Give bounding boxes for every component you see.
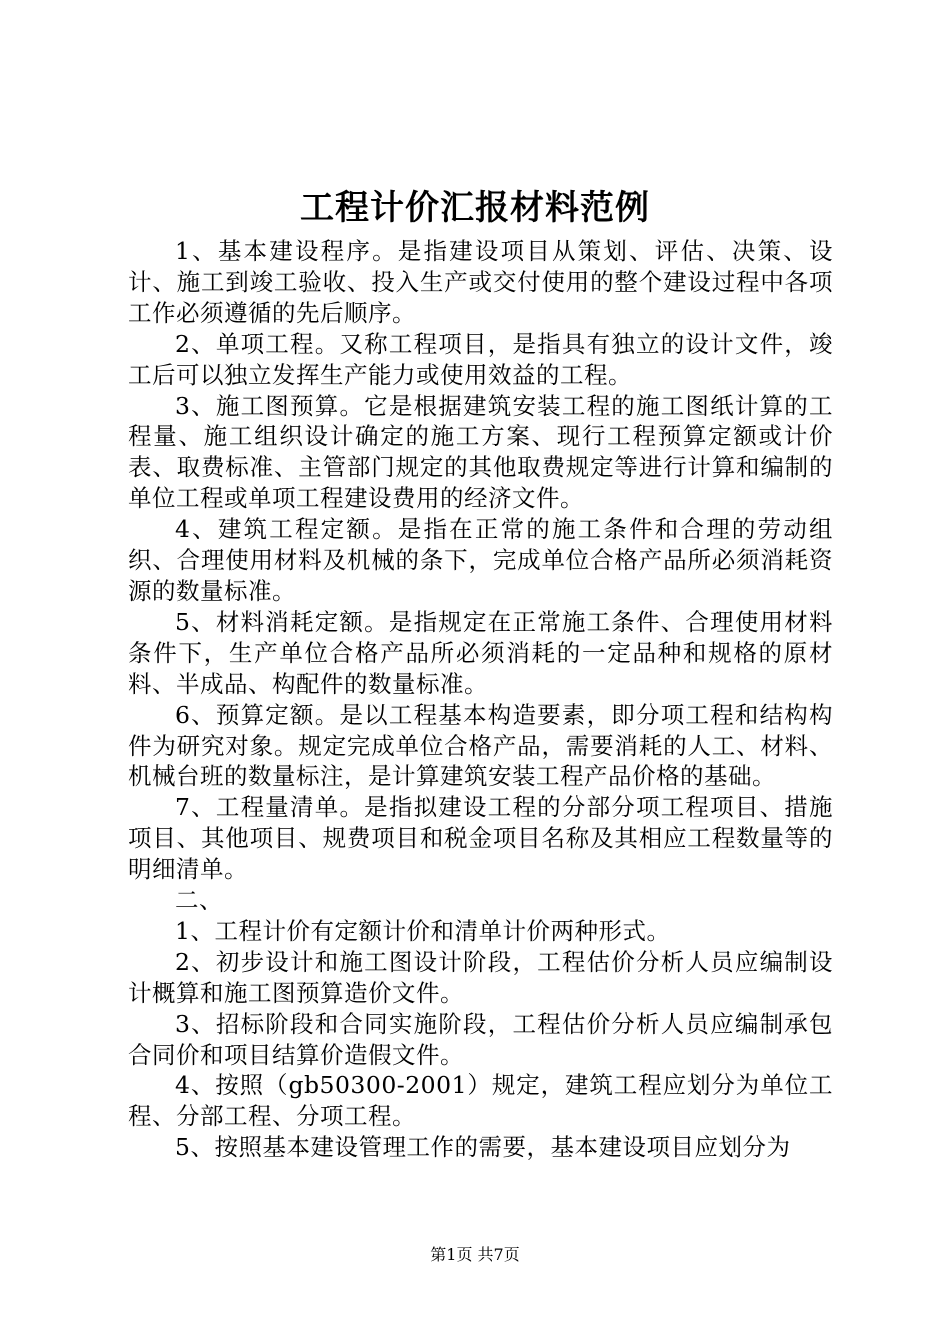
paragraph-1: 1、基本建设程序。是指建设项目从策划、评估、决策、设计、施工到竣工验收、投入生产或交付使用的整个建设过程中各项工作必须遵循的先后顺序。: [128, 237, 833, 327]
paragraph-5: 5、材料消耗定额。是指规定在正常施工条件、合理使用材料条件下，生产单位合格产品所必须消耗的一定品种和规格的原材料、半成品、构配件的数量标准。: [128, 607, 833, 698]
paragraph-11: 4、按照（gb50300-2001）规定，建筑工程应划分为单位工程、分部工程、分项工程。: [128, 1071, 833, 1131]
document-title: 工程计价汇报材料范例: [300, 188, 650, 228]
paragraph-9: 2、初步设计和施工图设计阶段，工程估价分析人员应编制设计概算和施工图预算造价文件。: [128, 947, 833, 1007]
paragraph-6: 6、预算定额。是以工程基本构造要素，即分项工程和结构构件为研究对象。规定完成单位合格产品，需要消耗的人工、材料、机械台班的数量标注，是计算建筑安装工程产品价格的基础。: [128, 700, 833, 791]
paragraph-10: 3、招标阶段和合同实施阶段，工程估价分析人员应编制承包合同价和项目结算价造假文件。: [128, 1009, 833, 1069]
paragraph-3: 3、施工图预算。它是根据建筑安装工程的施工图纸计算的工程量、施工组织设计确定的施工方案、现行工程预算定额或计价表、取费标准、主管部门规定的其他取费规定等进行计算和编制的单位工程或单项工程建设费用的经济文件。: [128, 391, 833, 513]
paragraph-2: 2、单项工程。又称工程项目，是指具有独立的设计文件，竣工后可以独立发挥生产能力或使用效益的工程。: [128, 329, 833, 389]
document-body: [128, 236, 833, 1163]
paragraph-7: 7、工程量清单。是指拟建设工程的分部分项工程项目、措施项目、其他项目、规费项目和税金项目名称及其相应工程数量等的明细清单。: [128, 793, 833, 884]
paragraph-4: 4、建筑工程定额。是指在正常的施工条件和合理的劳动组织、合理使用材料及机械的条下，完成单位合格产品所必须消耗资源的数量标准。: [128, 515, 833, 605]
section-heading-two: 二、: [175, 886, 223, 915]
paragraph-8: 1、工程计价有定额计价和清单计价两种形式。: [175, 916, 671, 945]
paragraph-12: 5、按照基本建设管理工作的需要，基本建设项目应划分为: [175, 1133, 791, 1162]
page-footer: 第1页 共7页: [430, 1245, 520, 1264]
